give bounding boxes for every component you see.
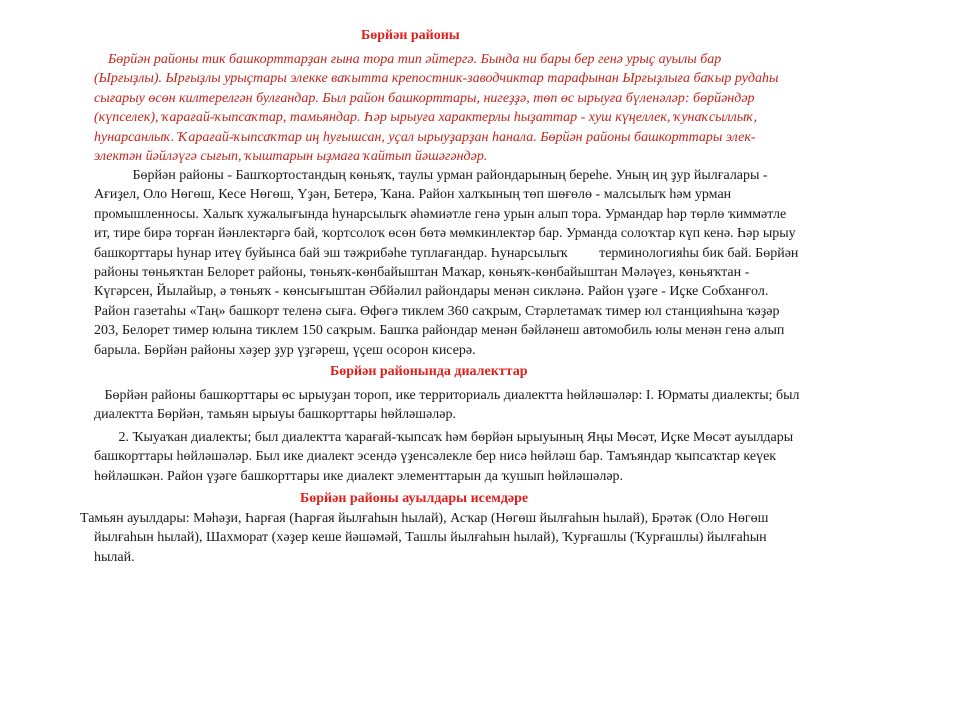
- villages-heading-text: Бөрйән районы ауылдары исемдәре: [300, 491, 529, 506]
- dialects-line: диалектта Бөрйән, тамьян ырыуы башкорттары һөйләшәләр.: [94, 407, 456, 423]
- dialects2-line: башкорттары һөйләшәләр. Был ике диалект эсендә үҙенсәлекле бер нисә һөйләш бар. Тамъяндар ҡыпсаҡтар кеүек: [94, 449, 777, 465]
- general-line: башкорттары һунар итеү буйынса бай эш тәжрибәһе туплағандар. Һунарсылыҡ терминологияһы бик бай. Бөрйән: [94, 245, 799, 261]
- dialects2-line: 2. Ҡыуаҡан диалекты; был диалектта ҡарағай-ҡыпсаҡ һәм бөрйән ырыуының Яңы Мөсәт, Иҫке Мөсәт ауылдары: [94, 430, 794, 445]
- villages-paragraph: [80, 509, 900, 567]
- general-paragraph: [94, 166, 904, 360]
- general-line: промышленносы. Халыҡ хужалығында һунарсылыҡ әһәмиәтле генә урын алып тора. Урмандар һәр төрлө ҡиммәтле: [94, 206, 787, 222]
- page-title-text: Бөрйән районы: [361, 28, 460, 43]
- intro-line: сығарыу өсөн килтерелгән булғандар. Был район башкорттары, нигеҙҙә, төп өс ырыуға бүленәләр: бөрйәндәр: [94, 90, 755, 106]
- general-line: районы төньяҡтан Белорет районы, төньяҡ-көнбайыштан Маҡар, көньяҡ-көнбайыштан Мәләүез, көньяҡтан -: [94, 265, 750, 281]
- dialects-line: Бөрйән районы башкорттары өс ырыуҙан тороп, ике территориаль диалектта һөйләшәләр: I. Юрматы диалекты; был: [94, 388, 800, 403]
- dialects2-paragraph: [94, 428, 904, 486]
- intro-line: (күпселек), ҡарағай-ҡыпсаҡтар, тамьяндар. Һәр ырыуға характерлы һыҙаттар - хуш күңеллек, ҡунаҡсыллыҡ,: [94, 110, 758, 126]
- intro-line: (Ырғыҙлы). Ырғыҙлы урыҫтары элекке ваҡытта крепостник-заводчиктар тарафынан Ырғыҙлыға баҡыр рудаһы: [94, 71, 779, 87]
- general-line: 203, Белорет тимер юлына тиклем 150 саҡрым. Башҡа райондар менән бәйләнеш автомобиль юлы менән генә алып: [94, 323, 785, 339]
- general-line: барыла. Бөрйән районы хәҙер ҙур үҙгәреш, үҫеш осорон кисерә.: [94, 342, 476, 358]
- dialects2-line: һөйләшкән. Район үҙәге башкорттары ике диалект элементтарын да ҡушып һөйләшәләр.: [94, 468, 624, 484]
- intro-paragraph: [94, 50, 894, 166]
- villages-line: йылғаһын һылай), Шахморат (хәҙер кеше йәшәмәй, Ташлы йылғаһын һылай), Ҡурғашлы (Ҡурғашлы) йылғаһын: [94, 530, 767, 546]
- dialects-heading-text: Бөрйән районында диалекттар: [330, 364, 528, 379]
- general-line: Ағиҙел, Оло Нөгөш, Кесе Нөгөш, Үҙән, Бетерә, Ҡана. Район халҡының төп шөғөлө - малсылыҡ һәм урман: [94, 187, 732, 203]
- villages-line: һылай.: [94, 549, 135, 565]
- general-line: Район газетаһы «Таң» башкорт теленә сыға. Өфөгә тиклем 360 саҡрым, Стәрлетамаҡ тимер юл станцияһына ҡәҙәр: [94, 303, 780, 319]
- general-line: ит, тире бирә торған йәнлектәргә бай, ҡортсолоҡ өсөн бөтә мөмкинлектәр бар. Урманда солоҡтар күп кенә. Һәр ырыу: [94, 226, 796, 242]
- page-title: [361, 26, 460, 45]
- intro-line: һунарсанлыҡ. Ҡарағай-ҡыпсаҡтар иң һуғышсан, уҫал ырыуҙарҙан һанала. Бөрйән районы башкорттары элек-: [94, 129, 756, 145]
- dialects-heading: [330, 362, 528, 381]
- dialects-paragraph: [94, 386, 904, 425]
- intro-line: Бөрйән районы тик башкорттарҙан ғына тора тип әйтергә. Бында ни бары бер генә урыҫ ауылы бар: [94, 52, 722, 67]
- general-line: Бөрйән районы - Башҡортостандың көньяҡ, таулы урман райондарының береһе. Уның иң ҙур йылғалары -: [94, 168, 768, 183]
- villages-heading: [300, 489, 528, 508]
- villages-line: Тамьян ауылдары: Мәһәҙи, Һарғая (Һарғая йылғаһын һылай), Асҡар (Нөгөш йылғаһын һылай), Брәтәк (Оло Нөгөш: [80, 511, 769, 526]
- general-line: Күгәрсен, Йылайыр, ә төньяҡ - көнсығыштан Әбйәлил райондары менән сикләнә. Район үҙәге - Иҫке Собханғол.: [94, 284, 769, 300]
- intro-line: электән йәйләүгә сығып, ҡыштарын ыҙмаға ҡайтып йәшәгәндәр.: [94, 149, 488, 165]
